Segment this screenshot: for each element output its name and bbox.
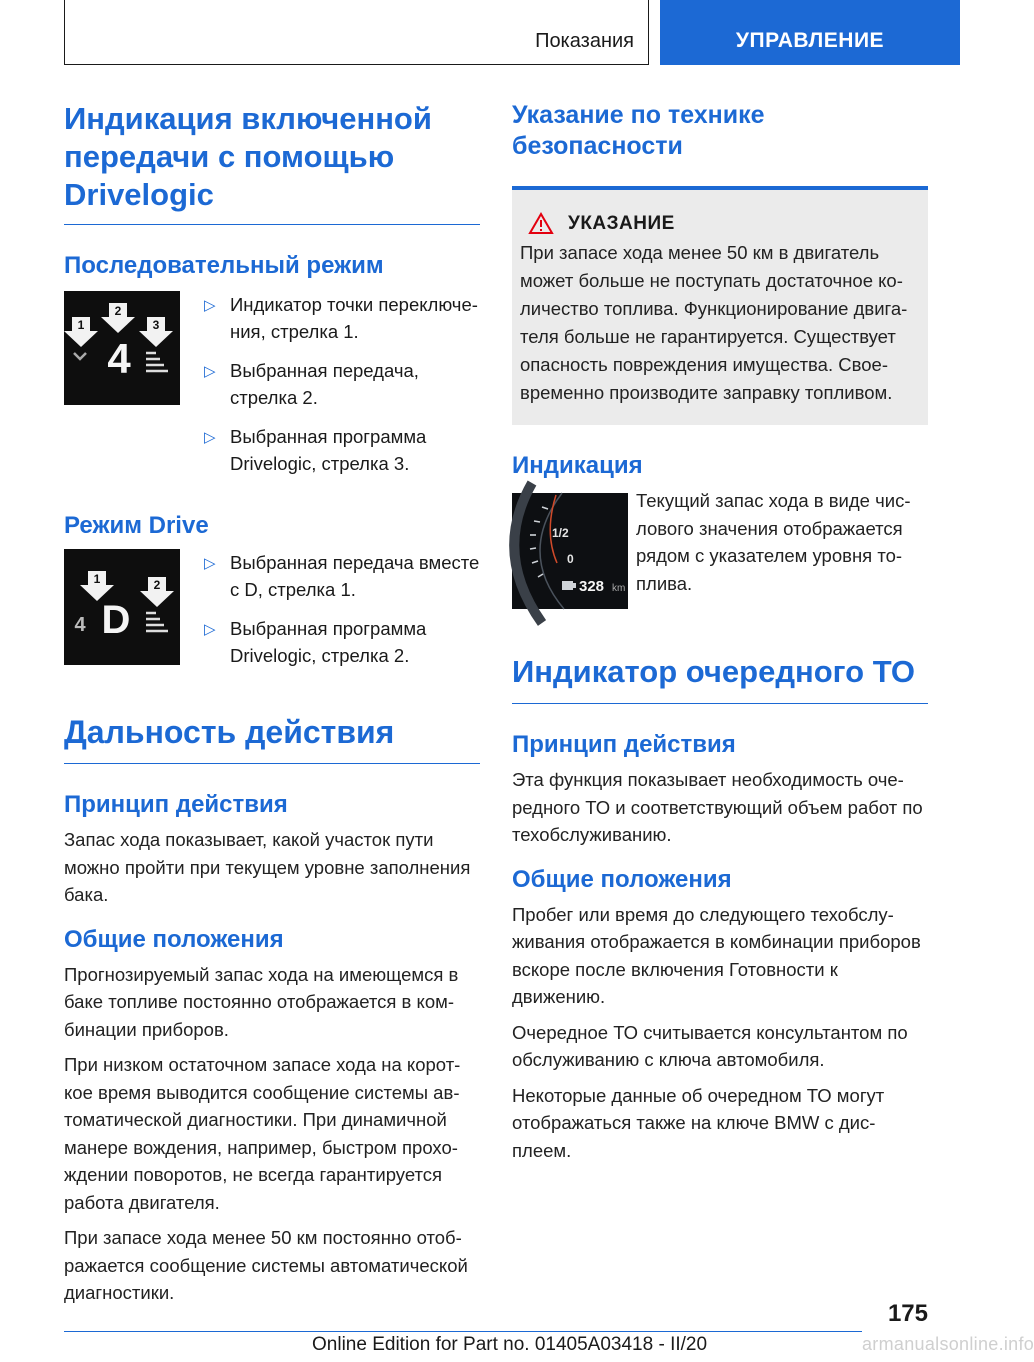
gauge-range-value: 328 <box>579 578 605 595</box>
triangle-bullet-icon: ▷ <box>204 429 216 446</box>
warning-label: УКАЗАНИЕ <box>568 212 675 234</box>
sequential-mode-list <box>204 291 480 489</box>
left-column <box>64 100 480 1307</box>
principle-text: Запас хода показывает, какой участок пути можно пройти при текущем уровне заполнения бака. <box>64 829 471 905</box>
seq-gear-value: 4 <box>107 335 131 382</box>
header-section-box <box>64 0 649 65</box>
header-chapter-title: УПРАВЛЕНИЕ <box>735 29 885 52</box>
general-heading: Общие положения <box>64 925 284 953</box>
triangle-bullet-icon: ▷ <box>204 363 216 380</box>
service-paragraph-3: Некоторые данные об очередном ТО могут отображаться также на ключе BMW с дисплеем. <box>512 1084 885 1161</box>
sequential-mode-block <box>64 291 480 489</box>
list-item: ▷ Индикатор точки переключения, стрелка 1. <box>204 294 478 342</box>
header-chapter-box <box>660 0 960 65</box>
drive-arrow-label-1: 1 <box>93 572 101 586</box>
service-paragraph-1: Пробег или время до следующего техобслуживания отображается в комбинации приборов вскоре после включения Готовности к движению. <box>512 903 921 1007</box>
drive-mode-figure <box>64 549 180 665</box>
footer-divider <box>64 1331 862 1332</box>
seq-arrow-label-1: 1 <box>77 318 85 332</box>
service-paragraph-2: Очередное ТО считывается консультантом по обслуживанию с ключа автомобиля. <box>512 1021 908 1070</box>
list-item: ▷ Выбранная программа Drivelogic, стрелка 3. <box>204 426 427 474</box>
warning-box <box>512 186 928 425</box>
service-principle-heading: Принцип действия <box>512 731 736 758</box>
service-principle-text: Эта функция показывает необходимость очередного ТО и соответствующий объем работ по техобслуживанию. <box>512 769 923 845</box>
warning-header <box>528 212 920 235</box>
drive-arrow-label-2: 2 <box>153 578 161 592</box>
sequential-mode-heading: Последовательный режим <box>64 252 384 279</box>
general-paragraph-2: При низком остаточном запасе хода на короткое время выводится сообщение системы автоматической диагностики. При динамичной манере вождения, например, быстром прохождении поворотов, не всегда гарантируется работа двигателя. <box>64 1054 461 1213</box>
list-item: ▷ Выбранная передача, стрелка 2. <box>204 360 419 408</box>
drive-gear-display-illustration <box>64 549 180 665</box>
principle-heading: Принцип действия <box>64 791 288 818</box>
triangle-bullet-icon: ▷ <box>204 621 216 638</box>
drive-small-gear: 4 <box>74 614 86 636</box>
right-column <box>512 100 928 1164</box>
service-title: Индикатор очередного ТО <box>512 653 928 704</box>
gauge-range-unit: km <box>612 583 626 594</box>
safety-title: Указание по технике безопасности <box>512 101 765 160</box>
range-title: Дальность действия <box>64 713 480 764</box>
page-number: 175 <box>887 1300 928 1327</box>
warning-text: При запасе хода менее 50 км в двигатель может больше не поступать достаточное количество топлива. Функционирование двигателя больше не гарантируется. Существует опасность повреждения имущества. Своевременно производите заправку топливом. <box>520 242 908 403</box>
fuel-gauge-figure <box>512 493 628 609</box>
service-general-heading: Общие положения <box>512 865 732 893</box>
drive-mode-list <box>204 549 480 681</box>
seq-arrow-label-3: 3 <box>152 318 160 332</box>
seq-arrow-label-2: 2 <box>114 304 122 318</box>
fuel-gauge-illustration <box>512 493 628 609</box>
triangle-bullet-icon: ▷ <box>204 555 216 572</box>
display-text: Текущий запас хода в виде числового значения отображается рядом с указателем уровня топлива. <box>636 490 911 594</box>
drive-gear-value: D <box>101 598 131 642</box>
footer-edition: Online Edition for Part no. 01405A03418 - II/20 <box>312 1334 708 1355</box>
gauge-zero-label: 0 <box>567 552 574 566</box>
sequential-mode-figure <box>64 291 180 405</box>
display-block <box>512 490 928 609</box>
display-heading: Индикация <box>512 452 643 479</box>
drive-mode-block <box>64 549 480 681</box>
gear-display-illustration <box>64 291 180 405</box>
triangle-bullet-icon: ▷ <box>204 297 216 314</box>
general-paragraph-1: Прогнозируемый запас хода на имеющемся в баке топливе постоянно отображается в комбинации приборов. <box>64 963 459 1040</box>
list-item: ▷ Выбранная программа Drivelogic, стрелка 2. <box>204 618 427 666</box>
header-section-title: Показания <box>535 30 634 52</box>
drivelogic-title: Индикация включенной передачи с помощью Drivelogic <box>64 100 480 225</box>
drive-mode-heading: Режим Drive <box>64 512 209 539</box>
gauge-half-label: 1/2 <box>552 526 569 540</box>
list-item: ▷ Выбранная передача вместе с D, стрелка 1. <box>204 552 480 600</box>
watermark: armanualsonline.info <box>862 1334 1034 1354</box>
warning-triangle-icon <box>528 212 554 235</box>
general-paragraph-3: При запасе хода менее 50 км постоянно отображается сообщение системы автоматической диагностики. <box>64 1227 468 1303</box>
